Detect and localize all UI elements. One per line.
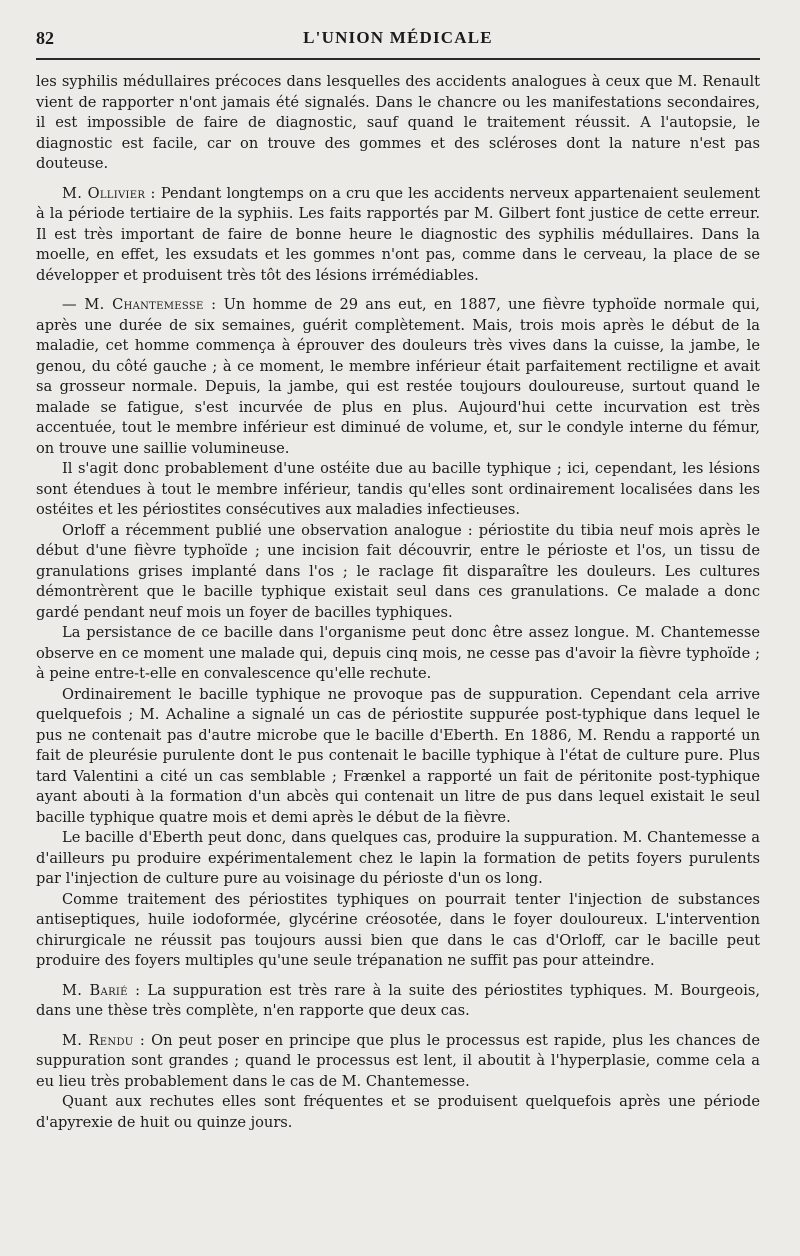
paragraph-11: M. Rendu : On peut poser en principe que plus le processus est rapide, plus les chances de suppuration sont grandes ; quand le processus est lent, il aboutit à l'hyperplasie, comme cela a eu lieu très probablement dans le cas de M. Chantemesse. xyxy=(36,1031,760,1090)
paragraph-10: M. Barié : La suppuration est très rare à la suite des périostites typhiques. M. Bourgeois, dans une thèse très complète, n'en rapporte que deux cas. xyxy=(36,981,760,1019)
body-text xyxy=(36,72,760,1133)
paragraph-6: La persistance de ce bacille dans l'organisme peut donc être assez longue. M. Chantemesse observe en ce moment une malade qui, depuis cinq mois, ne cesse pas d'avoir la fièvre typhoïde ; à peine entre-t-elle en convalescence qu'elle rechute. xyxy=(36,624,760,682)
header-rule xyxy=(36,58,760,60)
speaker-barie: M. Barié : xyxy=(62,981,141,999)
journal-title: L'UNION MÉDICALE xyxy=(303,28,493,47)
paragraph-4: Il s'agit donc probablement d'une ostéite due au bacille typhique ; ici, cependant, les lésions sont étendues à tout le membre inférieur, tandis qu'elles sont ordinairement localisées dans les ostéites et les périostites consécutives aux maladies infectieuses. xyxy=(36,460,760,518)
running-head xyxy=(36,26,760,56)
paragraph-8: Le bacille d'Eberth peut donc, dans quelques cas, produire la suppuration. M. Chantemesse a d'ailleurs pu produire expérimentalement chez le lapin la formation de petits foyers purulents par l'injection de culture pure au voisinage du périoste d'un os long. xyxy=(36,829,760,887)
speaker-rendu: M. Rendu : xyxy=(62,1031,146,1049)
paragraph-1: les syphilis médullaires précoces dans lesquelles des accidents analogues à ceux que M. Renault vient de rapporter n'ont jamais été signalés. Dans le chancre ou les manifestations secondaires, il est impossible de faire de diagnostic, sauf quand le traitement réussit. A l'autopsie, le diagnostic est facile, car on trouve des gommes et des scléroses dont la nature n'est pas douteuse. xyxy=(36,73,760,172)
paragraph-12: Quant aux rechutes elles sont fréquentes et se produisent quelquefois après une période d'apyrexie de huit ou quinze jours. xyxy=(36,1093,760,1131)
paragraph-2: M. Ollivier : Pendant longtemps on a cru que les accidents nerveux appartenaient seulement à la période tertiaire de la syphiis. Les faits rapportés par M. Gilbert font justice de cette erreur. Il est très important de faire de bonne heure le diagnostic des syphilis médullaires. Dans la moelle, en effet, les exsudats et les gommes n'ont pas, comme dans le cerveau, la place de se développer et produisent très tôt des lésions irrémédiables. xyxy=(36,184,761,284)
paragraph-3: — M. Chantemesse : Un homme de 29 ans eut, en 1887, une fièvre typhoïde normale qui, après une durée de six semaines, guérit complètement. Mais, trois mois après le début de la maladie, cet homme commença à éprouver des douleurs très vives dans la cuisse, la jambe, le genou, du côté gauche ; à ce moment, le membre inférieur était parfaitement rectiligne et avait sa grosseur normale. Depuis, la jambe, qui est restée toujours douloureuse, surtout quand le malade se fatigue, s'est incurvée de plus en plus. Aujourd'hui cette incurvation est très accentuée, tout le membre inférieur est diminué de volume, et, sur le condyle interne du fémur, on trouve une saillie volumineuse. xyxy=(36,296,761,457)
paragraph-9: Comme traitement des périostites typhiques on pourrait tenter l'injection de substances antiseptiques, huile iodoformée, glycérine créosotée, dans le foyer douloureux. L'intervention chirurgicale ne réussit pas toujours aussi bien que dans le cas d'Orloff, car le bacille peut produire des foyers multiples qu'une seule trépanation ne suffit pas pour atteindre. xyxy=(36,890,760,969)
paragraph-5: Orloff a récemment publié une observation analogue : périostite du tibia neuf mois après le début d'une fièvre typhoïde ; une incision fait découvrir, entre le périoste et l'os, un tissu de granulations grises implanté dans l'os ; le raclage fit disparaître les douleurs. Les cultures démontrèrent que le bacille typhique existait seul dans ces granulations. Ce malade a donc gardé pendant neuf mois un foyer de bacilles typhiques. xyxy=(36,521,760,621)
speaker-chantemesse: — M. Chantemesse : xyxy=(62,296,217,313)
speaker-ollivier: M. Ollivier : xyxy=(62,184,156,202)
paragraph-7: Ordinairement le bacille typhique ne provoque pas de suppuration. Cependant cela arrive quelquefois ; M. Achaline a signalé un cas de périostite suppurée post-typhique dans lequel le pus ne contenait pas d'autre microbe que le bacille d'Eberth. En 1886, M. Rendu a rapporté un fait de pleurésie purulente dont le pus contenait le bacille typhique à l'état de culture pure. Plus tard Valentini a cité un cas semblable ; Frænkel a rapporté un fait de péritonite post-typhique ayant abouti à la formation d'un abcès qui contenait un litre de pus dans lequel existait le seul bacille typhique quatre mois et demi après le début de la fièvre. xyxy=(36,685,760,826)
page-number: 82 xyxy=(36,28,54,48)
